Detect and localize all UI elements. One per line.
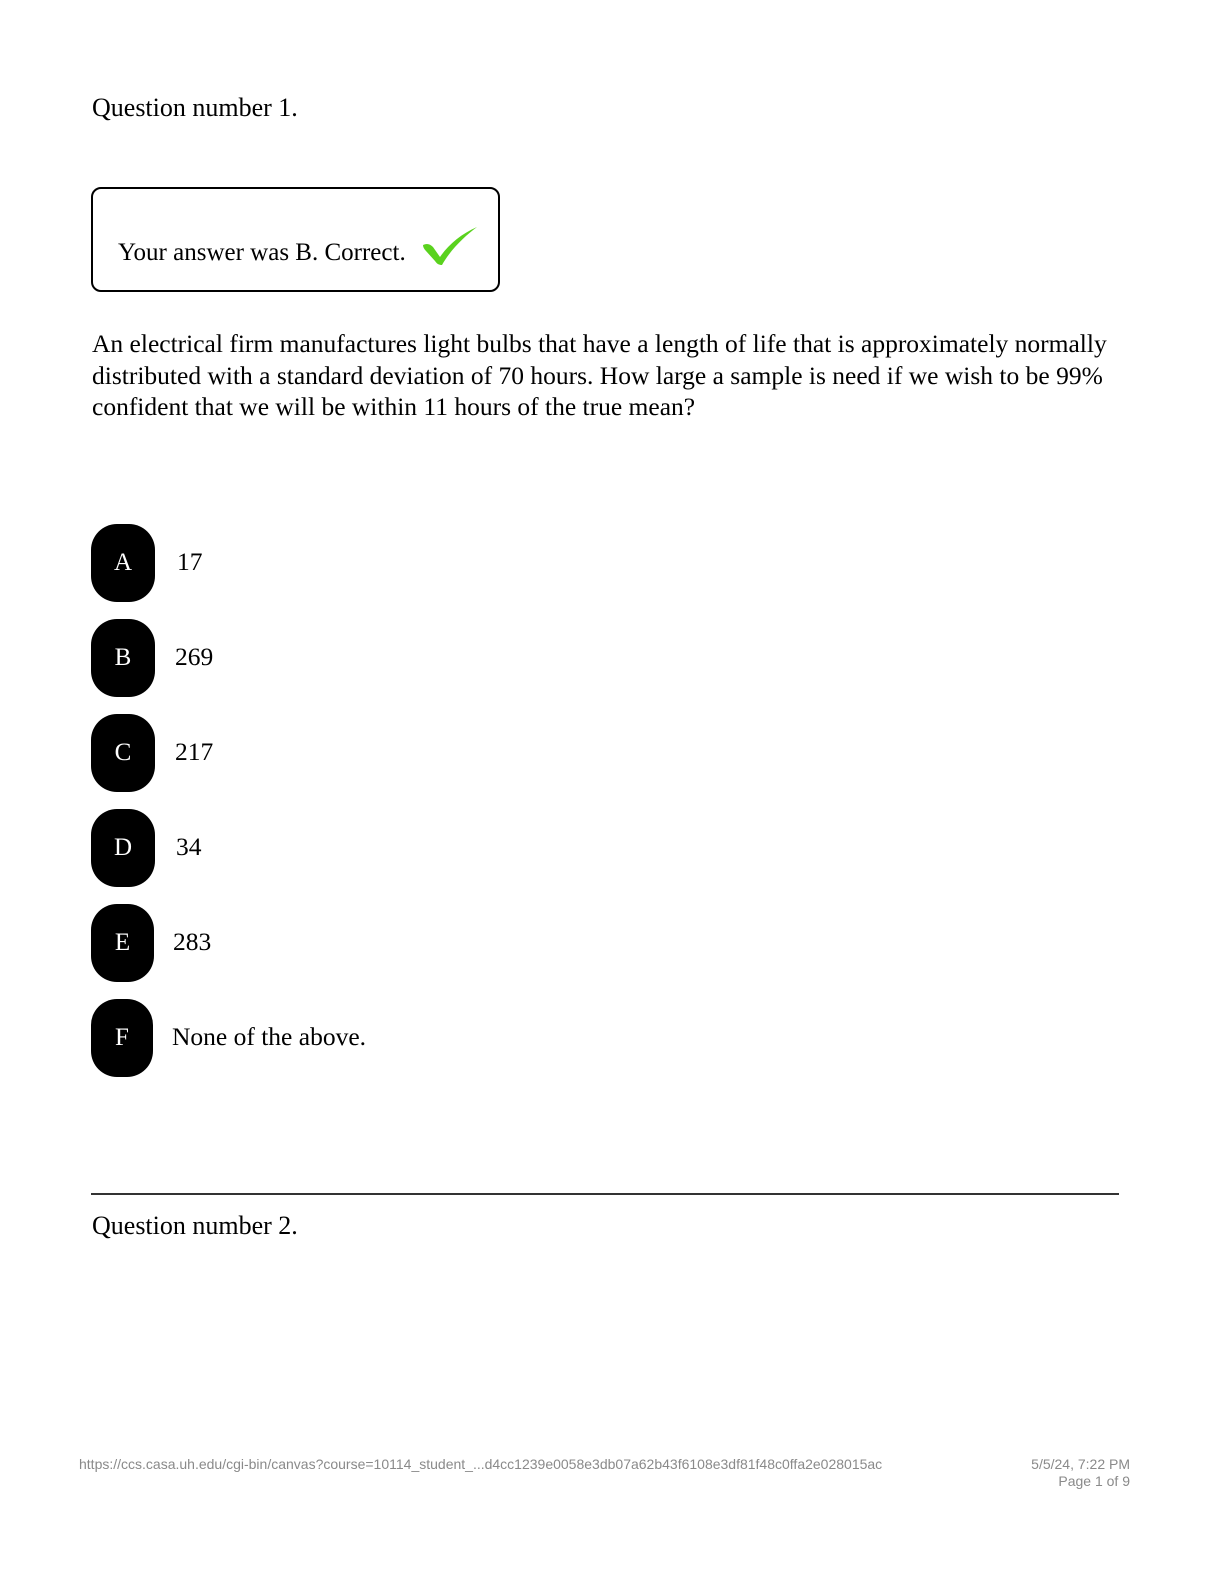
question-divider bbox=[91, 1193, 1119, 1195]
footer-datetime: 5/5/24, 7:22 PM bbox=[1031, 1456, 1130, 1472]
option-letter-badge[interactable]: D bbox=[91, 809, 155, 887]
option-value: None of the above. bbox=[172, 1022, 367, 1051]
footer-page-number: Page 1 of 9 bbox=[1058, 1473, 1130, 1489]
check-icon bbox=[421, 225, 479, 267]
answer-feedback-text: Your answer was B. Correct. bbox=[118, 239, 406, 266]
option-letter-badge[interactable]: C bbox=[91, 714, 155, 792]
option-value: 269 bbox=[175, 642, 214, 671]
option-value: 17 bbox=[177, 547, 203, 576]
option-value: 283 bbox=[173, 927, 212, 956]
option-letter-badge[interactable]: F bbox=[91, 999, 153, 1077]
question-1-text: An electrical firm manufactures light bulbs that have a length of life that is approximately normally distributed with a standard deviation of 70 hours. How large a sample is need if we wish to be 99% confident that we will be within 11 hours of the true mean? bbox=[92, 329, 1107, 421]
option-letter-badge[interactable]: A bbox=[91, 524, 155, 602]
option-letter-badge[interactable]: B bbox=[91, 619, 155, 697]
option-value: 34 bbox=[176, 832, 202, 861]
option-value: 217 bbox=[175, 737, 214, 766]
option-letter-badge[interactable]: E bbox=[91, 904, 154, 982]
question-2-heading: Question number 2. bbox=[92, 1211, 298, 1240]
footer-url: https://ccs.casa.uh.edu/cgi-bin/canvas?course=10114_student_...d4cc1239e0058e3db07a62b43f6108e3df81f48c0ffa2e028015ac bbox=[79, 1456, 883, 1472]
answer-feedback-box bbox=[91, 187, 500, 292]
question-1-heading: Question number 1. bbox=[92, 93, 298, 122]
